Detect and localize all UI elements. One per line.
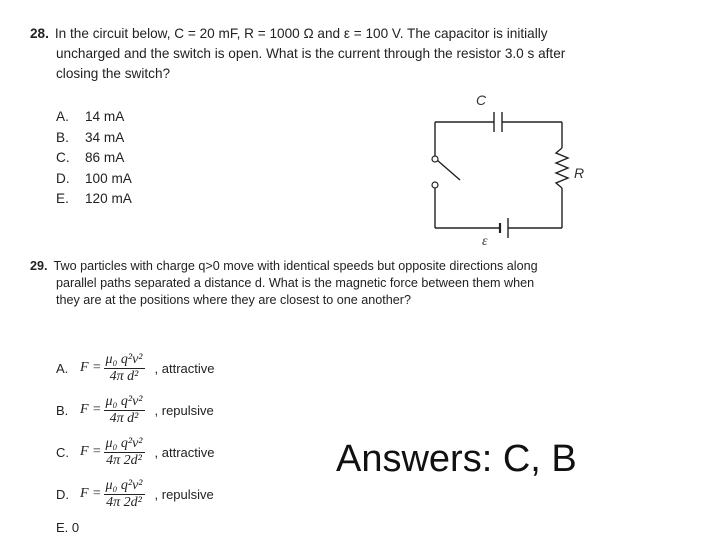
question-28-number: 28. xyxy=(30,26,49,41)
question-29-line-1: Two particles with charge q>0 move with identical speeds but opposite directions along xyxy=(53,259,538,273)
choice-c: C. 86 mA xyxy=(56,150,125,165)
force-fraction: $\frac{\text{μ₀ q²v²}}{\text{4π d²}}$ xyxy=(105,351,143,384)
question-28-line-1: In the circuit below, C = 20 mF, R = 1000 Ω and ε = 100 V. The capacitor is initially xyxy=(54,26,548,41)
choice-29-d: D. F = $\frac{\text{μ₀ q²v²}}{\text{4π 2d²}}$ , repulsive xyxy=(56,477,214,510)
question-28 xyxy=(30,24,640,84)
switch-terminal-bottom xyxy=(432,182,438,188)
force-fraction: $\frac{\text{μ₀ q²v²}}{\text{4π 2d²}}$ xyxy=(105,477,143,510)
question-29-line-3: they are at the positions where they are closest to one another? xyxy=(56,293,411,307)
choice-a: A. 14 mA xyxy=(56,109,125,124)
question-28-line-2: uncharged and the switch is open. What is the current through the resistor 3.0 s after xyxy=(56,46,566,61)
question-28-line-3: closing the switch? xyxy=(56,66,171,81)
question-29-number: 29. xyxy=(30,259,48,273)
choice-d: D. 100 mA xyxy=(56,170,132,186)
choice-29-e: E. 0 xyxy=(56,520,80,535)
switch-terminal-top xyxy=(432,156,438,162)
rc-circuit-diagram xyxy=(420,100,590,250)
switch-arm xyxy=(437,160,460,180)
answers-text: Answers: C, B xyxy=(336,438,577,480)
emf-label: ε xyxy=(482,234,488,249)
capacitor-label: C xyxy=(476,92,487,108)
force-fraction: $\frac{\text{μ₀ q²v²}}{\text{4π d²}}$ xyxy=(105,393,143,426)
question-28-choices xyxy=(56,107,132,210)
question-29-line-2: parallel paths separated a distance d. What is the magnetic force between them when xyxy=(56,276,535,290)
choice-e: E. 120 mA xyxy=(56,191,132,206)
choice-29-a: A. F = $\frac{\text{μ₀ q²v²}}{\text{4π d²}}$ , attractive xyxy=(56,351,215,384)
resistor-zigzag xyxy=(556,148,568,188)
force-fraction: $\frac{\text{μ₀ q²v²}}{\text{4π 2d²}}$ xyxy=(105,435,143,468)
choice-29-b: B. F = $\frac{\text{μ₀ q²v²}}{\text{4π d²}}$ , repulsive xyxy=(56,393,214,426)
question-29 xyxy=(30,258,570,309)
choice-b: B. 34 mA xyxy=(56,129,125,145)
resistor-label: R xyxy=(574,165,585,181)
choice-29-c: C. F = $\frac{\text{μ₀ q²v²}}{\text{4π 2d²}}$ , attractive xyxy=(56,435,215,468)
